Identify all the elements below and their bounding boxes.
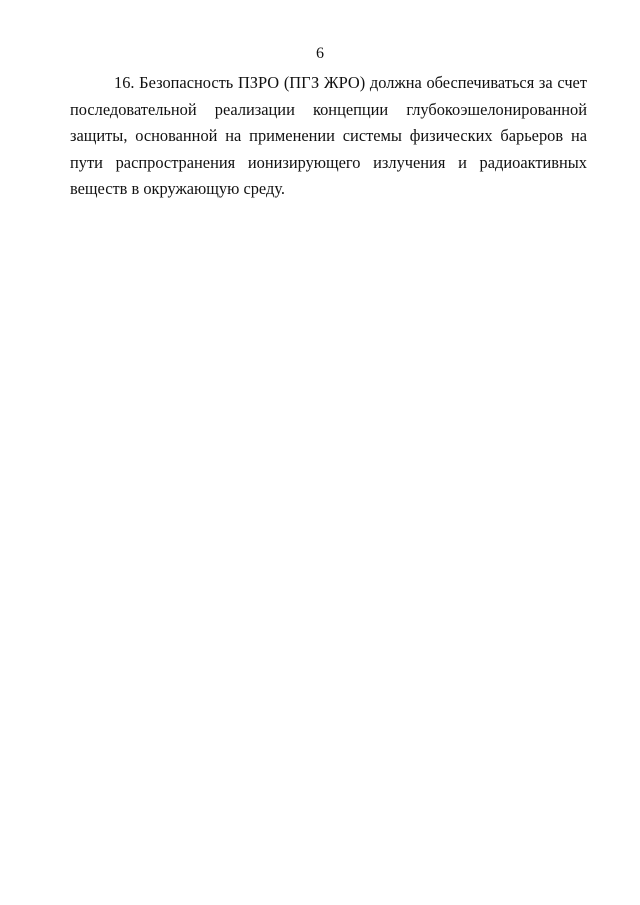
paragraph-16: 16. Безопасность ПЗРО (ПГЗ ЖРО) должна обеспечиваться за счет последовательной реализации концепции глубокоэшелонированной защиты, основанной на применении системы физических барьеров на пути распространения ионизирующего излучения и радиоактивных веществ в окружающую среду. — [70, 73, 587, 199]
page-number: 6 — [316, 45, 324, 62]
body-text — [70, 70, 587, 203]
